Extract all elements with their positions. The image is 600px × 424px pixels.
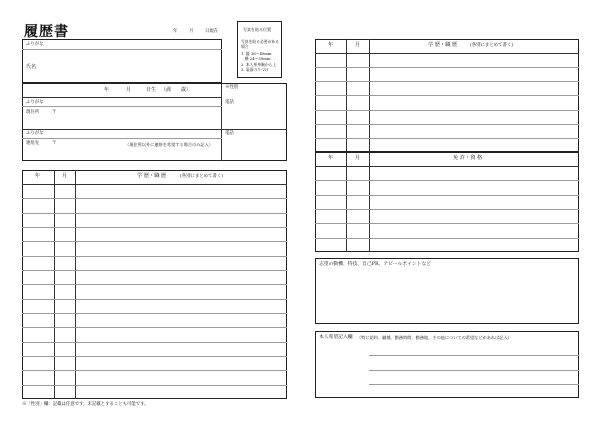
preference-heading: 本人希望記入欄 <box>319 335 353 340</box>
table-row <box>315 223 579 224</box>
table-row <box>315 67 579 68</box>
personal-info-block <box>22 83 287 161</box>
photo-line: 2. 本人単身胸から上 <box>241 62 277 67</box>
history-right-col-note: (各別にまとめて書く) <box>470 43 513 48</box>
table-row <box>22 284 287 285</box>
table-row <box>315 95 579 96</box>
table-row <box>22 241 287 242</box>
photo-box <box>237 21 282 78</box>
table-row <box>315 238 579 239</box>
date-year: 年 <box>173 29 178 34</box>
footer-note: ※「性別」欄：記載は任意です。未記載とすることも可能です。 <box>22 402 149 407</box>
table-row <box>315 209 579 210</box>
table-row <box>22 270 287 271</box>
history-left-col-year: 年 <box>35 173 41 179</box>
photo-line: 1. 縦 36〜40mm <box>241 51 272 56</box>
table-row <box>369 370 579 371</box>
table-row <box>22 385 287 386</box>
table-row <box>315 110 579 111</box>
address-furigana-label: ふりがな <box>26 100 44 105</box>
contact-note: （現住所以外に連絡を希望する場合のみ記入） <box>125 142 213 147</box>
date-current: 日現在 <box>205 29 219 34</box>
photo-heading: 写真を貼る位置 <box>243 27 271 32</box>
contact-furigana-label: ふりがな <box>26 131 44 136</box>
birth-month: 月 <box>126 87 132 93</box>
table-row <box>22 198 287 199</box>
table-row <box>315 124 579 125</box>
table-row <box>22 356 287 357</box>
address-postal-mark: 〒 <box>52 110 57 115</box>
table-row <box>22 370 287 371</box>
table-row <box>22 213 287 214</box>
history-left-col-month: 月 <box>62 173 68 179</box>
photo-line: 場合 <box>241 44 249 49</box>
birth-age: （満 歳） <box>161 87 192 93</box>
history-left-col-detail: 学 歴・職 歴 <box>137 173 167 179</box>
address-label: 現住所 <box>26 110 40 115</box>
table-row <box>22 342 287 343</box>
name-furigana-label: ふりがな <box>26 42 44 47</box>
license-col-detail: 免 許・資 格 <box>453 155 483 161</box>
table-row <box>22 256 287 257</box>
history-right-col-month: 月 <box>355 42 361 48</box>
table-row <box>369 384 579 385</box>
motivation-heading: 志望の動機、特技、自己PR、アピールポイントなど <box>319 262 432 267</box>
table-row <box>22 299 287 300</box>
birth-year: 年 <box>104 87 110 93</box>
table-row <box>315 195 579 196</box>
table-row <box>22 327 287 328</box>
gender-label: ※性別 <box>225 85 239 90</box>
address-phone-label: 電話 <box>225 100 234 105</box>
license-col-month: 月 <box>355 155 361 161</box>
table-row <box>315 180 579 181</box>
table-row <box>315 81 579 82</box>
preference-note: （特に給料、職種、勤務時間、勤務地、その他についての希望などがあれば記入） <box>357 335 512 340</box>
photo-line: 横 24〜30mm <box>241 56 271 61</box>
history-right-col-detail: 学 歴・職 歴 <box>428 42 458 48</box>
history-left-col-note: (各別にまとめて書く) <box>180 174 223 179</box>
contact-postal-mark: 〒 <box>52 141 57 146</box>
name-block <box>22 39 222 83</box>
preference-box <box>315 331 579 398</box>
motivation-box <box>315 258 579 324</box>
name-label: 氏名 <box>26 64 37 70</box>
table-row <box>369 355 579 356</box>
contact-label: 連絡先 <box>26 141 40 146</box>
table-row <box>315 138 579 139</box>
history-right-col-year: 年 <box>328 42 334 48</box>
contact-phone-label: 電話 <box>225 131 234 136</box>
date-month: 月 <box>189 29 194 34</box>
table-row <box>22 313 287 314</box>
license-table <box>315 152 579 252</box>
photo-line: 写真を貼る必要がある <box>241 39 279 44</box>
license-col-year: 年 <box>328 155 334 161</box>
document-title: 履歴書 <box>24 24 69 40</box>
birth-day: 日生 <box>146 87 157 93</box>
photo-line: 3. 裏面のりづけ <box>241 67 269 72</box>
table-row <box>22 227 287 228</box>
